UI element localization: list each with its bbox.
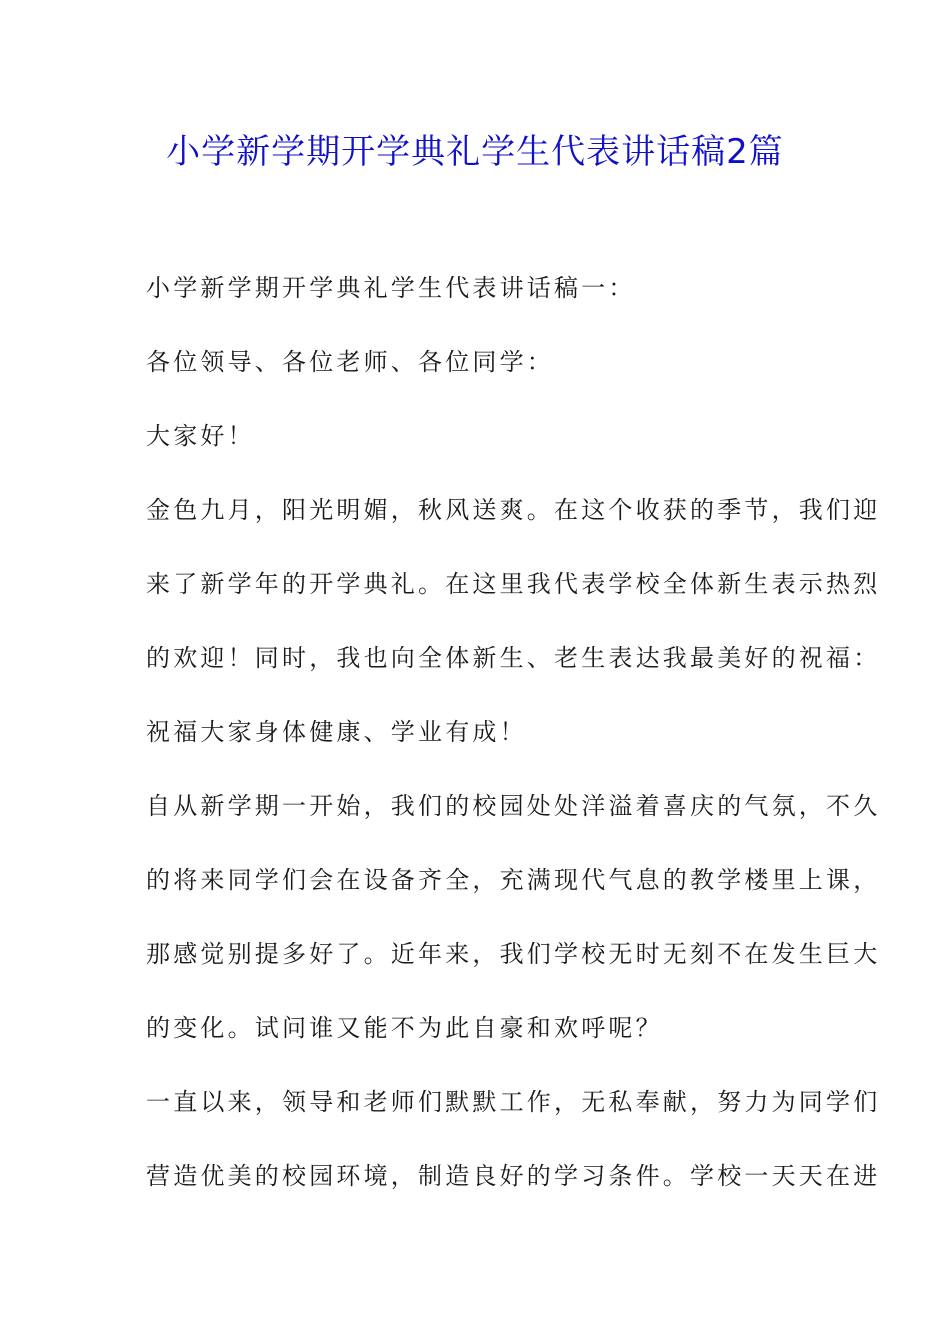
paragraph-line: 营造优美的校园环境，制造良好的学习条件。学校一天天在进 — [146, 1162, 881, 1190]
document-title: 小学新学期开学典礼学生代表讲话稿2篇 — [166, 132, 784, 172]
greeting: 大家好！ — [146, 422, 255, 450]
paragraph-line: 的欢迎！同时，我也向全体新生、老生表达我最美好的祝福： — [146, 644, 881, 672]
paragraph-line: 金色九月，阳光明媚，秋风送爽。在这个收获的季节，我们迎 — [146, 496, 881, 524]
paragraph-line: 那感觉别提多好了。近年来，我们学校无时无刻不在发生巨大 — [146, 940, 881, 968]
paragraph-line: 的将来同学们会在设备齐全，充满现代气息的教学楼里上课， — [146, 866, 881, 894]
paragraph-line: 一直以来，领导和老师们默默工作，无私奉献，努力为同学们 — [146, 1088, 881, 1116]
paragraph-line: 来了新学年的开学典礼。在这里我代表学校全体新生表示热烈 — [146, 570, 881, 598]
paragraph-line: 的变化。试问谁又能不为此自豪和欢呼呢？ — [146, 1014, 663, 1042]
section-heading: 小学新学期开学典礼学生代表讲话稿一： — [146, 274, 636, 302]
paragraph-line: 自从新学期一开始，我们的校园处处洋溢着喜庆的气氛，不久 — [146, 792, 881, 820]
paragraph-line: 祝福大家身体健康、学业有成！ — [146, 718, 527, 746]
salutation: 各位领导、各位老师、各位同学： — [146, 348, 554, 376]
